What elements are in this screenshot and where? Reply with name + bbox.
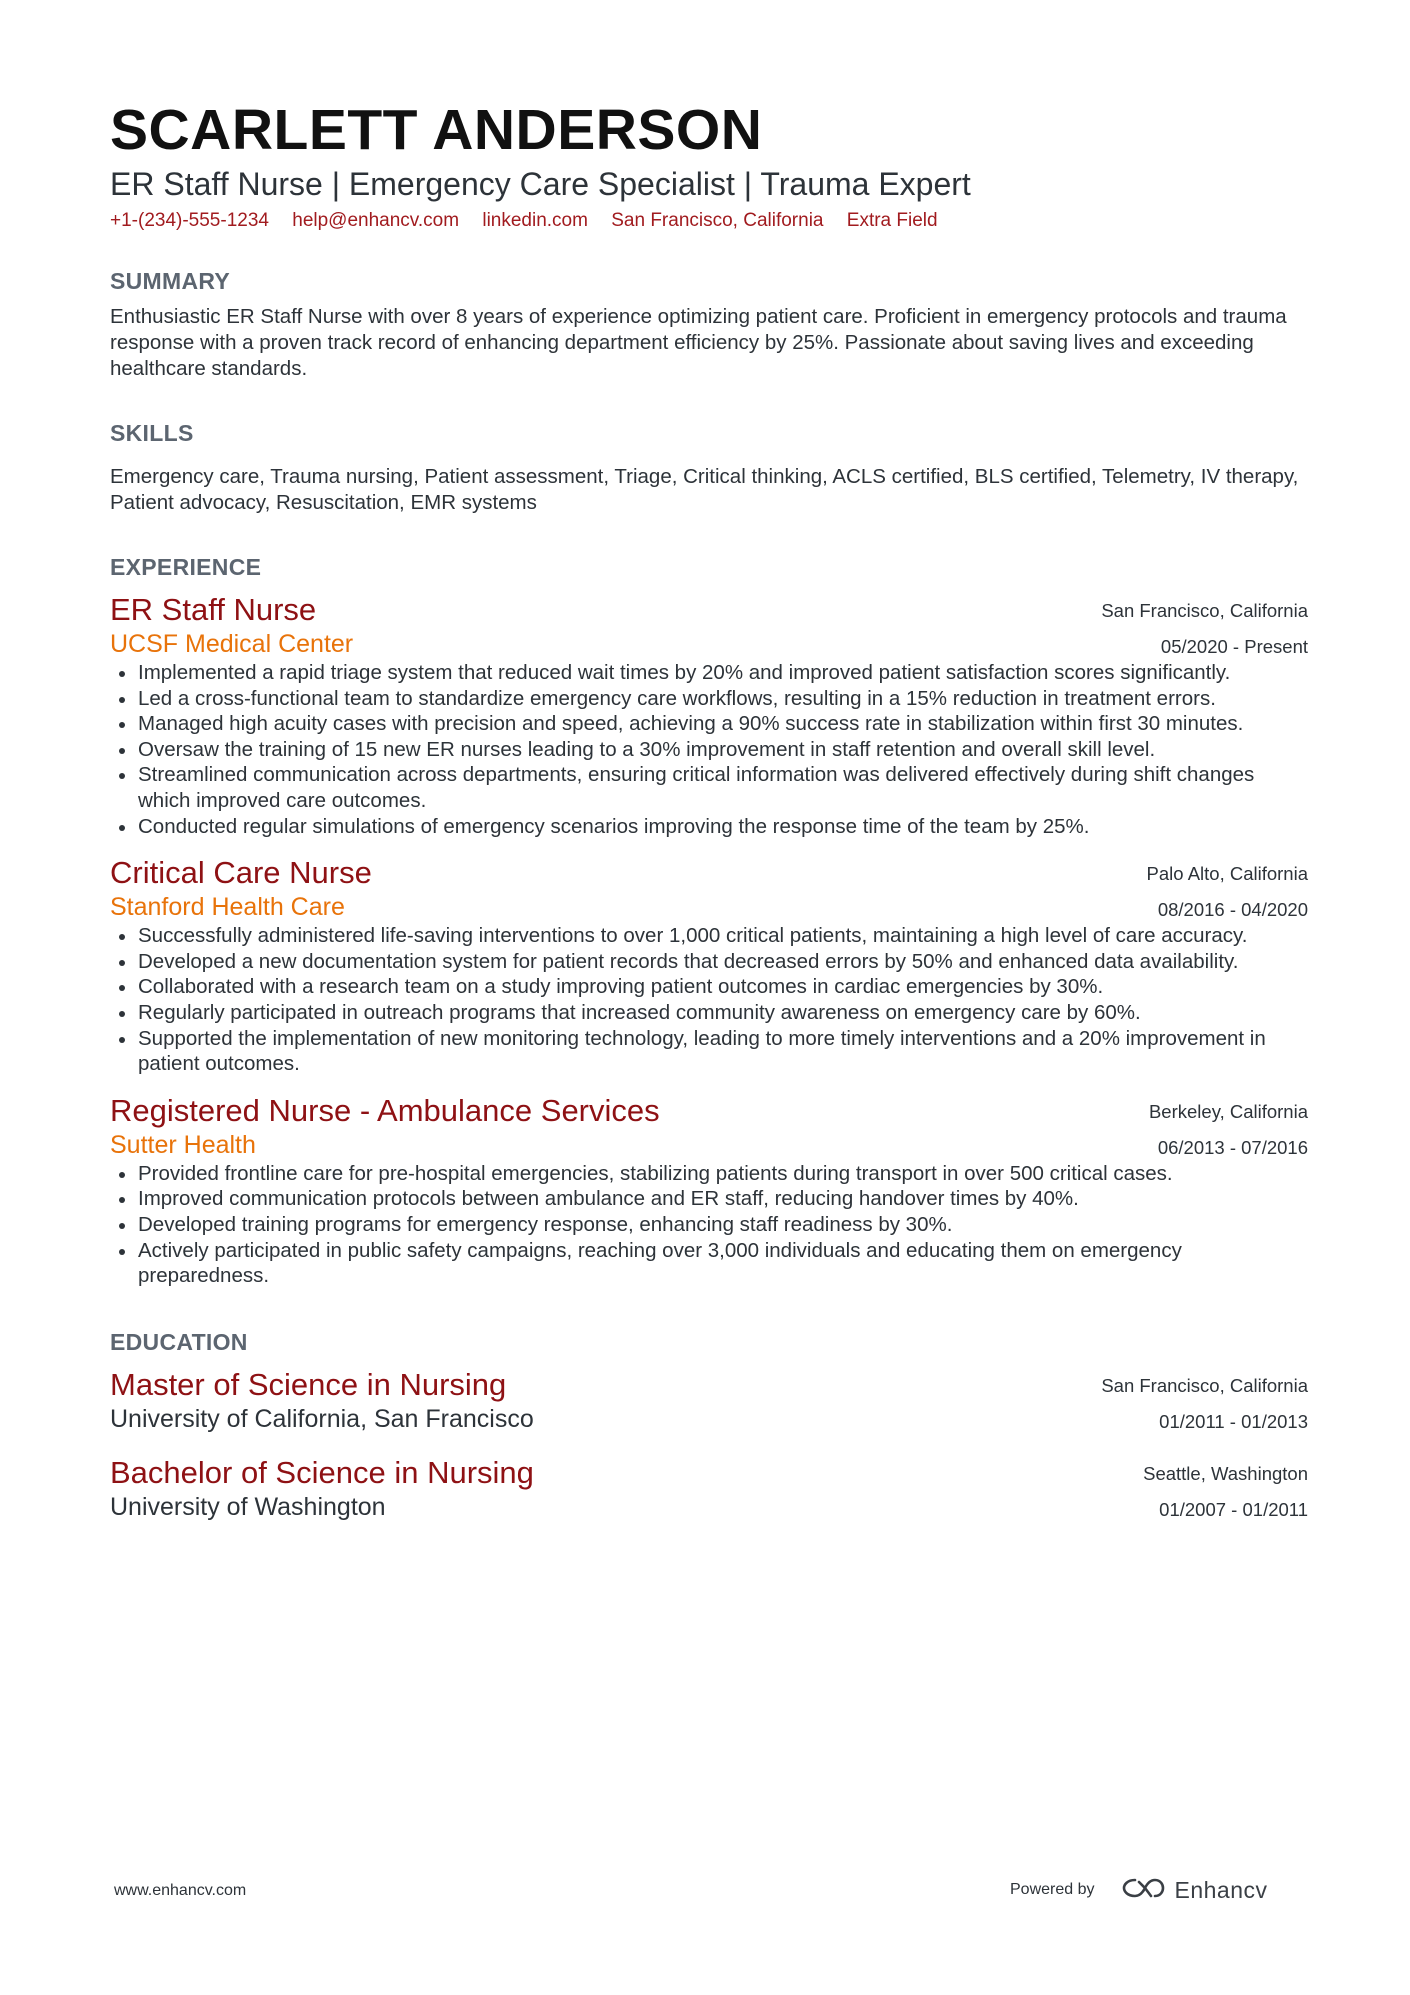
job-location: San Francisco, California [1101,600,1308,621]
job-location: Berkeley, California [1148,1100,1308,1122]
education-entry [110,1367,1308,1435]
resume-content [110,96,1308,1523]
job-bullets [110,923,1308,1077]
job-title: Registered Nurse - Ambulance Services [110,1092,660,1128]
contact-line [110,208,1308,234]
education-location: Seattle, Washington [1143,1462,1308,1484]
education-entry [110,1455,1308,1523]
bullet-item: Supported the implementation of new monitoring technology, leading to more timely interventions and a 20% improvement in patient outcomes. [110,1026,1308,1077]
skills-text: Emergency care, Trauma nursing, Patient assessment, Triage, Critical thinking, ACLS certified, BLS certified, Telemetry, IV therapy, Patient advocacy, Resuscitation, EMR systems [110,465,1299,514]
bullet-item: Streamlined communication across departments, ensuring critical information was delivered effectively during shift changes which improved care outcomes. [110,762,1308,813]
job-bullets [110,1161,1308,1289]
contact-location: San Francisco, California [611,210,824,231]
bullet-item: Improved communication protocols between ambulance and ER staff, reducing handover times by 40%. [110,1186,1308,1212]
degree-title: Bachelor of Science in Nursing [110,1454,534,1490]
summary-text: Enthusiastic ER Staff Nurse with over 8 years of experience optimizing patient care. Proficient in emergency protocols and trauma response with a proven track record of enhancing department efficiency by 25%. Passionate about saving lives and exceeding healthcare standards. [110,305,1287,380]
job-company: Stanford Health Care [110,893,345,922]
bullet-item: Successfully administered life-saving interventions to over 1,000 critical patients, maintaining a high level of care accuracy. [110,923,1308,949]
job-bullets [110,660,1308,839]
school-name: University of California, San Francisco [110,1404,534,1433]
footer-branding [1010,1872,1268,1908]
education-dates: 01/2011 - 01/2013 [1159,1410,1308,1432]
bullet-item: Led a cross-functional team to standardize emergency care workflows, resulting in a 15% reduction in treatment errors. [110,686,1308,712]
contact-phone[interactable]: +1-(234)-555-1234 [110,210,269,231]
school-name: University of Washington [110,1492,386,1521]
skills-heading: SKILLS [110,420,194,446]
bullet-item: Implemented a rapid triage system that reduced wait times by 20% and improved patient satisfaction scores significantly. [110,660,1308,686]
candidate-name: SCARLETT ANDERSON [110,98,763,162]
job-dates: 05/2020 - Present [1160,636,1308,657]
brand-name: Enhancv [1174,1876,1268,1903]
footer-website[interactable]: www.enhancv.com [114,1882,247,1899]
job-dates: 06/2013 - 07/2016 [1157,1136,1308,1158]
job-company: Sutter Health [110,1130,256,1159]
experience-entry [110,855,1308,1077]
candidate-headline: ER Staff Nurse | Emergency Care Specialist | Trauma Expert [110,166,971,202]
summary-heading: SUMMARY [110,268,231,294]
bullet-item: Developed training programs for emergency response, enhancing staff readiness by 30%. [110,1212,1308,1238]
job-title: Critical Care Nurse [110,855,372,891]
experience-entry [110,592,1308,839]
experience-heading: EXPERIENCE [110,554,262,580]
education-dates: 01/2007 - 01/2011 [1159,1498,1308,1520]
experience-entry [110,1093,1308,1289]
contact-linkedin[interactable]: linkedin.com [482,210,588,231]
job-location: Palo Alto, California [1146,863,1308,885]
bullet-item: Conducted regular simulations of emergency scenarios improving the response time of the team by 25%. [110,814,1308,840]
bullet-item: Managed high acuity cases with precision and speed, achieving a 90% success rate in stabilization within first 30 minutes. [110,711,1308,737]
job-company: UCSF Medical Center [110,630,354,658]
education-location: San Francisco, California [1101,1374,1308,1396]
contact-extra: Extra Field [846,210,938,231]
bullet-item: Oversaw the training of 15 new ER nurses leading to a 30% improvement in staff retention and overall skill level. [110,737,1308,763]
bullet-item: Regularly participated in outreach programs that increased community awareness on emergency care by 60%. [110,1000,1308,1026]
degree-title: Master of Science in Nursing [110,1366,507,1402]
job-title: ER Staff Nurse [110,592,317,627]
bullet-item: Developed a new documentation system for patient records that decreased errors by 50% and enhanced data availability. [110,949,1308,975]
contact-email[interactable]: help@enhancv.com [292,210,460,231]
enhancv-logo-icon [1121,1876,1165,1905]
job-dates: 08/2016 - 04/2020 [1157,899,1308,921]
education-heading: EDUCATION [110,1328,248,1355]
bullet-item: Actively participated in public safety campaigns, reaching over 3,000 individuals and educating them on emergency preparedness. [110,1238,1308,1289]
powered-by-label: Powered by [1010,1881,1095,1898]
bullet-item: Collaborated with a research team on a study improving patient outcomes in cardiac emergencies by 30%. [110,974,1308,1000]
bullet-item: Provided frontline care for pre-hospital emergencies, stabilizing patients during transport in over 500 critical cases. [110,1161,1308,1187]
